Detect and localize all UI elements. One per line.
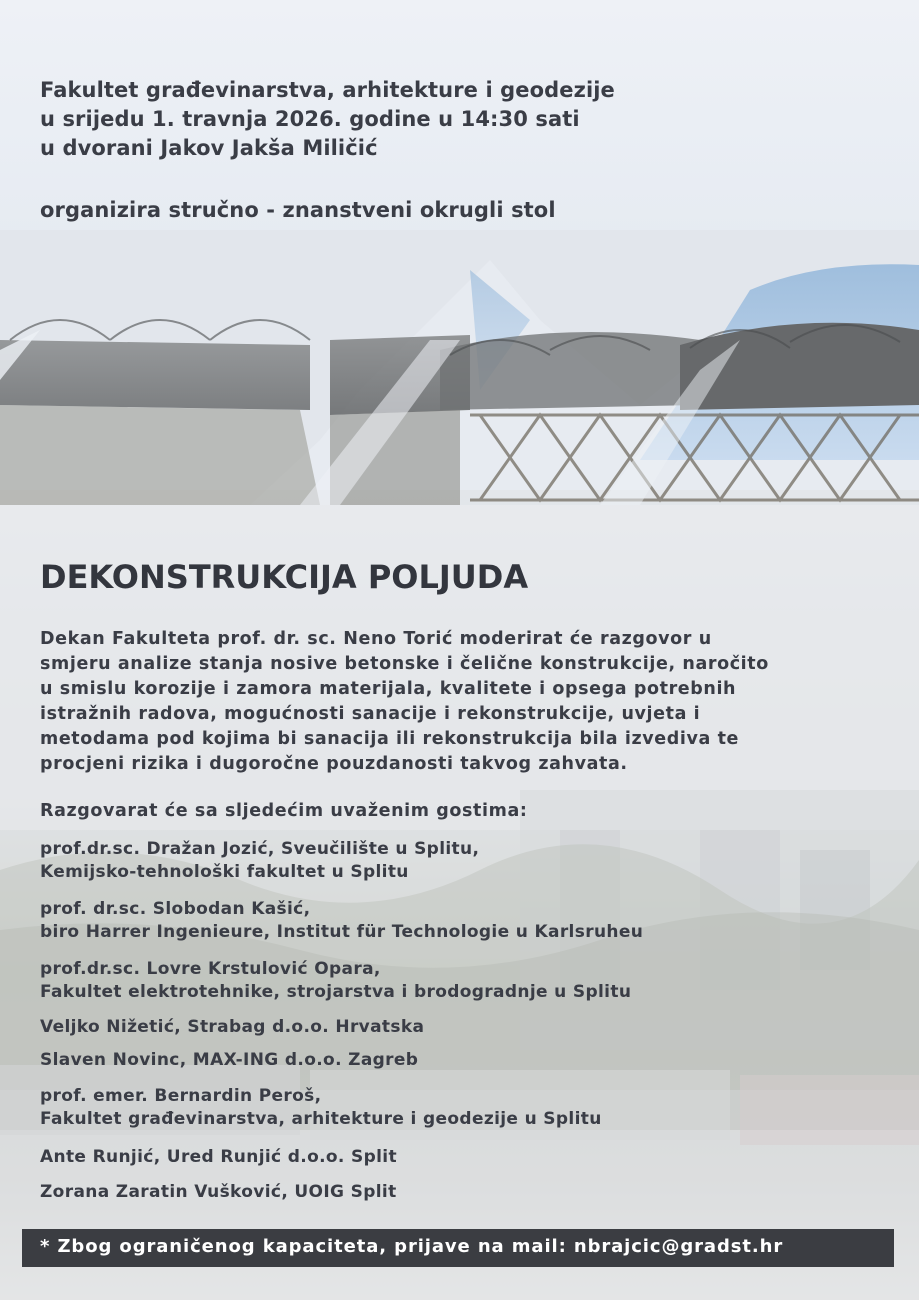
description-line: smjeru analize stanja nosive betonske i čelične konstrukcije, naročito: [40, 654, 769, 674]
event-title: DEKONSTRUKCIJA POLJUDA: [40, 558, 529, 596]
guest-name: prof. dr.sc. Slobodan Kašić,: [40, 899, 311, 919]
guest-name: prof.dr.sc. Dražan Jozić, Sveučilište u Splitu,: [40, 839, 480, 859]
description-line: Dekan Fakulteta prof. dr. sc. Neno Torić moderirat će razgovor u: [40, 629, 712, 649]
guest-name: Zorana Zaratin Vušković, UOIG Split: [40, 1182, 397, 1202]
guest-name: prof.dr.sc. Lovre Krstulović Opara,: [40, 959, 381, 979]
guest-affiliation: Fakultet građevinarstva, arhitekture i geodezije u Splitu: [40, 1109, 602, 1129]
guest-affiliation: biro Harrer Ingenieure, Institut für Technologie u Karlsruheu: [40, 922, 644, 942]
venue-line: u dvorani Jakov Jakša Miličić: [40, 136, 378, 160]
guest-affiliation: Kemijsko-tehnološki fakultet u Splitu: [40, 862, 409, 882]
date-time-line: u srijedu 1. travnja 2026. godine u 14:30 sati: [40, 107, 580, 131]
guest-name: Ante Runjić, Ured Runjić d.o.o. Split: [40, 1147, 397, 1167]
event-type-line: organizira stručno - znanstveni okrugli stol: [40, 198, 556, 222]
organizer-line: Fakultet građevinarstva, arhitekture i geodezije: [40, 78, 615, 102]
guest-name: Slaven Novinc, MAX-ING d.o.o. Zagreb: [40, 1050, 419, 1070]
description-line: istražnih radova, mogućnosti sanacije i rekonstrukcije, uvjeta i: [40, 704, 701, 724]
description-line: procjeni rizika i dugoročne pouzdanosti takvog zahvata.: [40, 754, 628, 774]
guest-name: prof. emer. Bernardin Peroš,: [40, 1086, 322, 1106]
registration-note: * Zbog ograničenog kapaciteta, prijave na mail: nbrajcic@gradst.hr: [40, 1236, 784, 1257]
guests-intro: Razgovarat će sa sljedećim uvaženim gostima:: [40, 801, 528, 821]
description-line: u smislu korozije i zamora materijala, kvalitete i opsega potrebnih: [40, 679, 737, 699]
guest-name: Veljko Nižetić, Strabag d.o.o. Hrvatska: [40, 1017, 425, 1037]
guest-affiliation: Fakultet elektrotehnike, strojarstva i brodogradnje u Splitu: [40, 982, 632, 1002]
description-line: metodama pod kojima bi sanacija ili rekonstrukcija bila izvediva te: [40, 729, 740, 749]
